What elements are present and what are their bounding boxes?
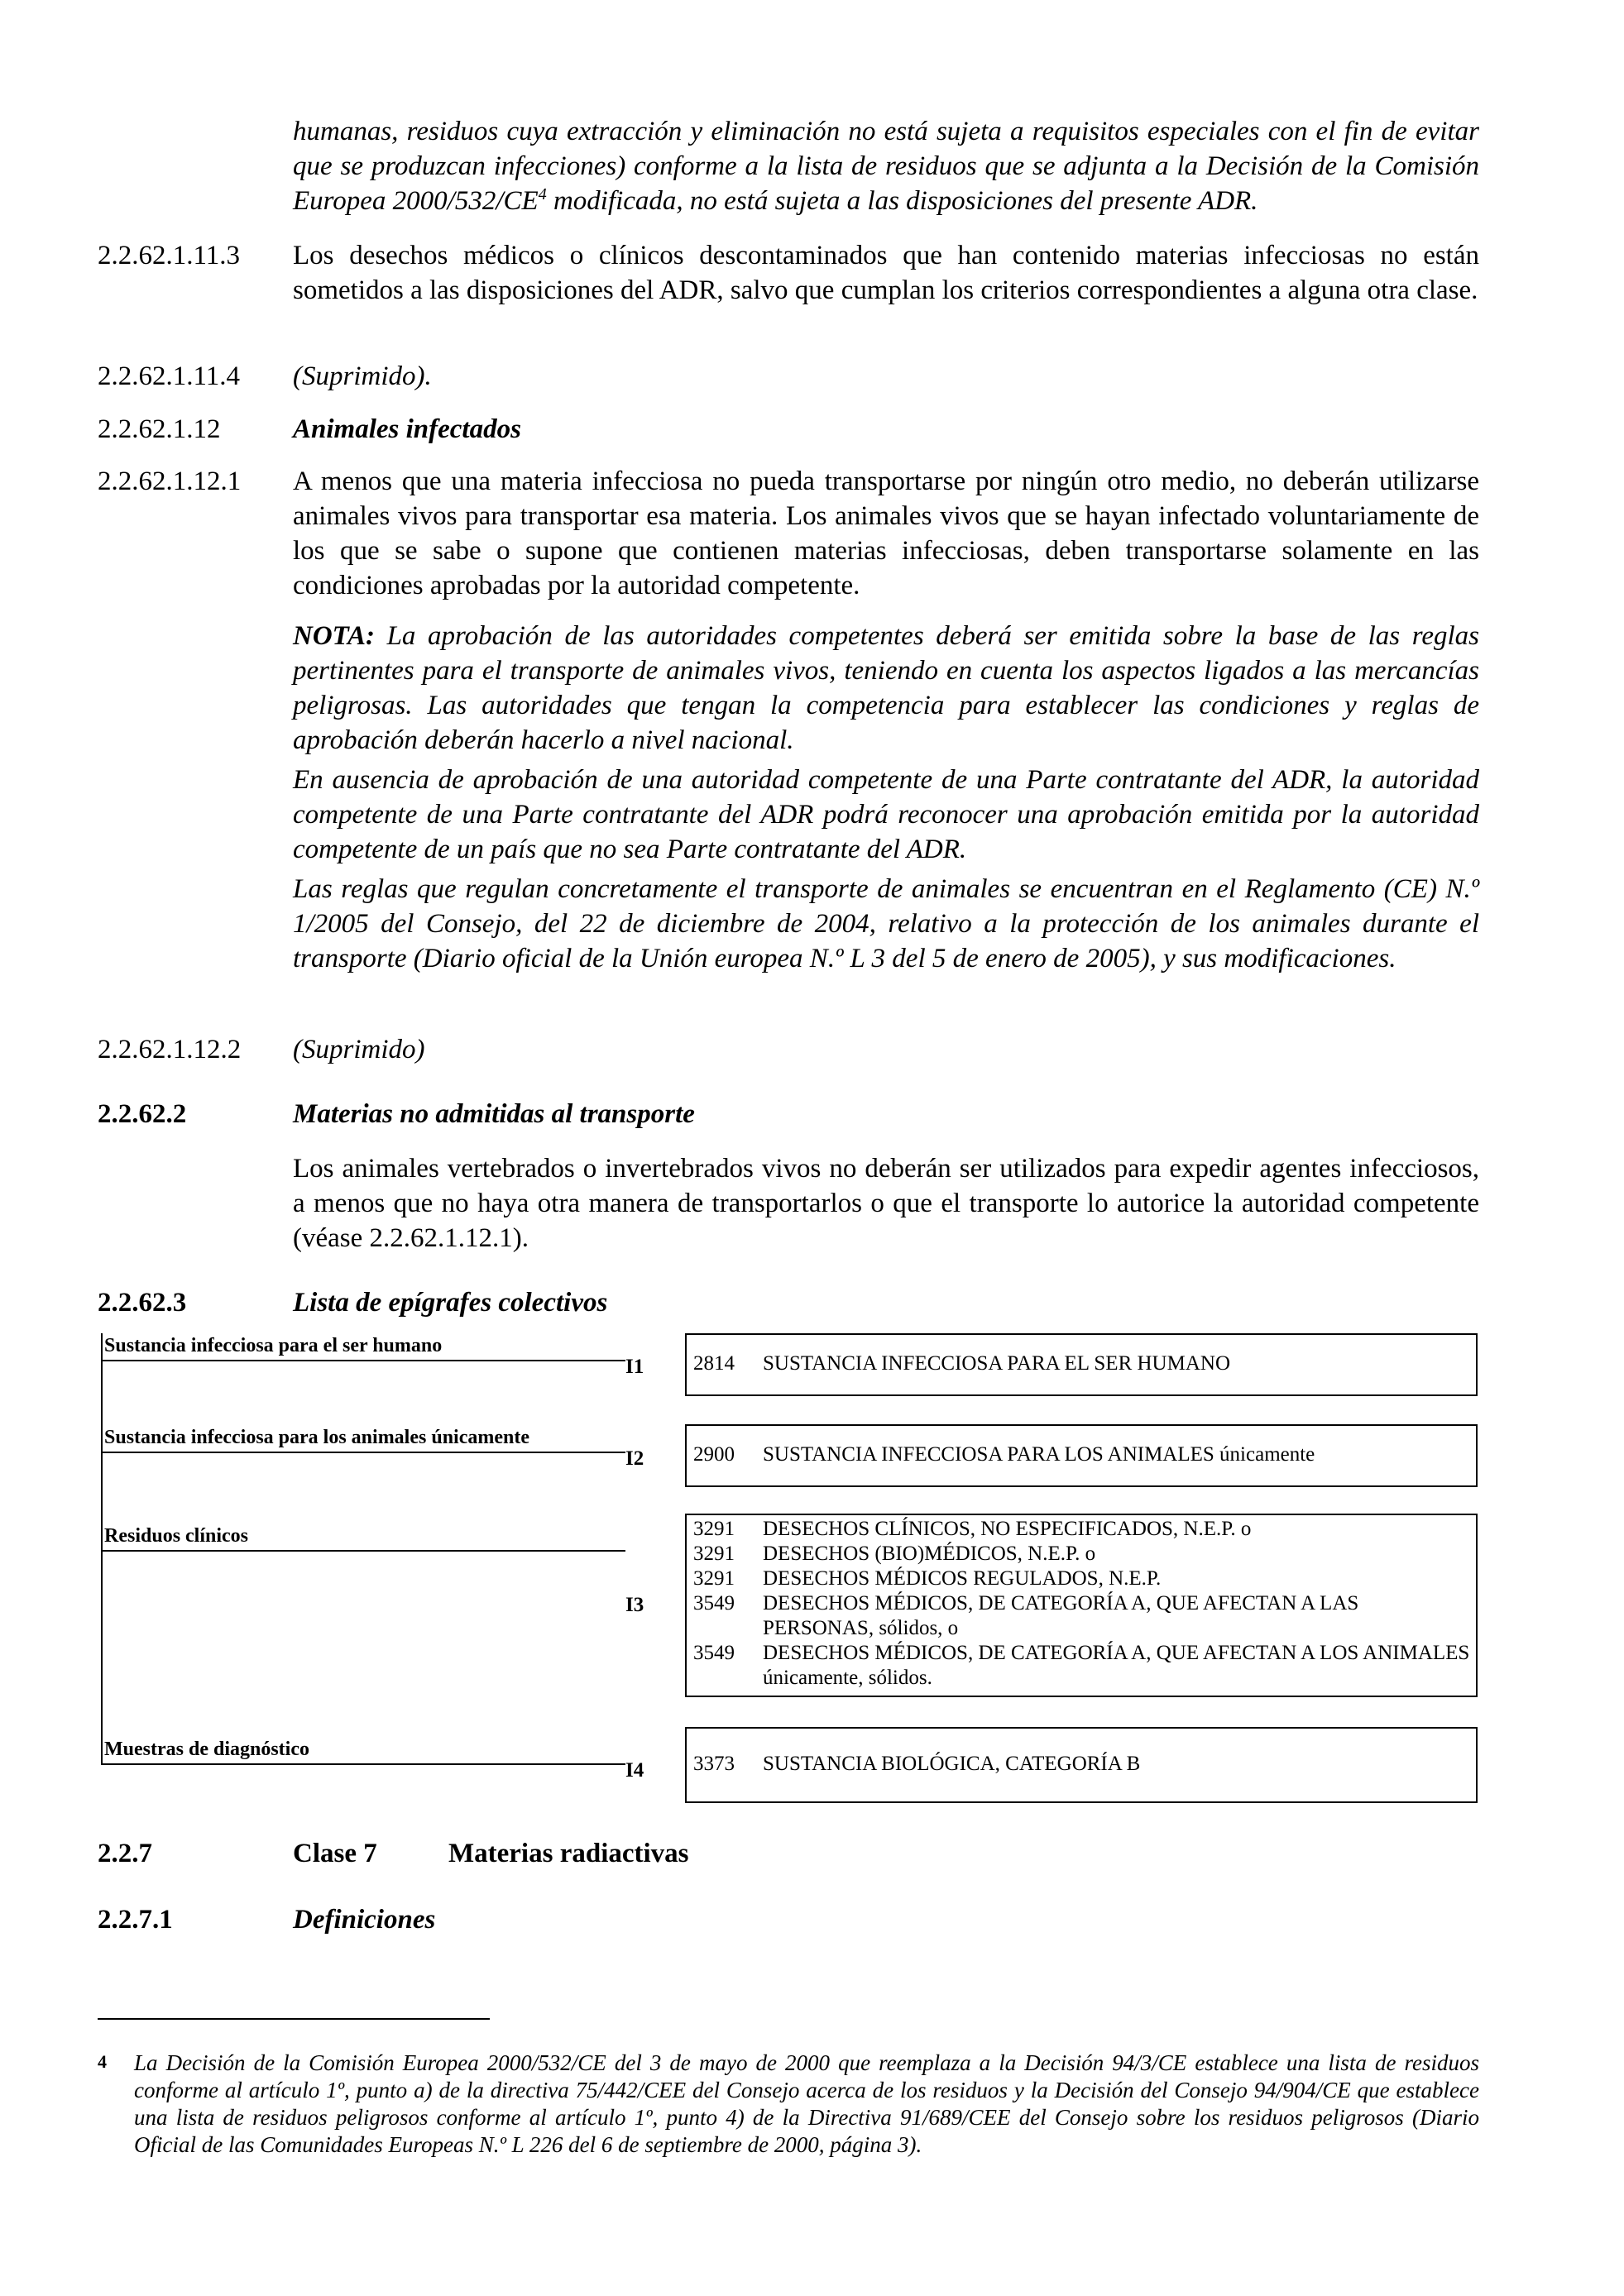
group-label: Sustancia infecciosa para los animales únicamente: [104, 1427, 529, 1448]
entry-name: SUSTANCIA INFECCIOSA PARA EL SER HUMANO: [763, 1352, 1231, 1375]
nota-paragraph-3: Las reglas que regulan concretamente el transporte de animales se encuentran en el Reglamento (CE) N.º 1/2005 del Consejo, del 22 de diciembre de 2004, relativo a la protección de los animales durante el transporte (Diario oficial de la Unión europea N.º L 3 del 5 de enero de 2005), y sus modificaciones.: [293, 874, 1479, 973]
group-code: I4: [625, 1759, 644, 1782]
heading-materias-no-admitidas: Materias no admitidas al transporte: [293, 1099, 695, 1129]
nota-paragraph-1: [293, 619, 1479, 758]
entries-box: [685, 1514, 1478, 1697]
intro-text: humanas, residuos cuya extracción y eliminación no está sujeta a requisitos especiales con el fin de evitar que se produzcan infecciones) conforme a la lista de residuos que se adjunta a la Decisión de la Comisión Europea 2000/532/CE: [293, 117, 1479, 216]
section-number: 2.2.62.1.11.3: [98, 241, 241, 270]
entry-name: SUSTANCIA INFECCIOSA PARA LOS ANIMALES únicamente: [763, 1443, 1315, 1466]
entries-box: [685, 1727, 1478, 1803]
paragraph-1121: A menos que una materia infecciosa no pueda transportarse por ningún otro medio, no deberán utilizarse animales vivos para transportar esa materia. Los animales vivos que se hayan infectado voluntariamente de los que se sabe o supone que contienen materias infecciosas, deben transportarse solamente en las condiciones aprobadas por la autoridad competente.: [293, 466, 1479, 600]
entry-name: SUSTANCIA BIOLÓGICA, CATEGORÍA B: [763, 1753, 1141, 1775]
group-label: Residuos clínicos: [104, 1525, 249, 1547]
un-number: 3291: [693, 1518, 735, 1540]
un-number: 3291: [693, 1567, 735, 1590]
group-code: I2: [625, 1447, 644, 1470]
group-rule: [101, 1763, 625, 1765]
heading-definiciones: Definiciones: [293, 1905, 436, 1935]
nota-label: NOTA:: [293, 621, 375, 651]
entry-name: DESECHOS (BIO)MÉDICOS, N.E.P. o: [763, 1543, 1096, 1565]
un-number: 3549: [693, 1642, 735, 1664]
section-number: 2.2.62.3: [98, 1288, 187, 1318]
group-label: Sustancia infecciosa para el ser humano: [104, 1335, 443, 1356]
section-number: 2.2.62.1.12.2: [98, 1035, 242, 1064]
un-number: 3291: [693, 1543, 735, 1565]
footnote-mark: 4: [98, 2051, 107, 2072]
table-left-rule: [101, 1333, 103, 1763]
group-rule: [101, 1360, 625, 1361]
intro-text-end: modificada, no está sujeta a las disposiciones del presente ADR.: [546, 186, 1258, 216]
paragraph-1122: (Suprimido): [293, 1035, 425, 1064]
un-number: 3549: [693, 1592, 735, 1614]
un-number: 3373: [693, 1753, 735, 1775]
entry-name: DESECHOS CLÍNICOS, NO ESPECIFICADOS, N.E.P. o: [763, 1518, 1252, 1540]
paragraph-1113: Los desechos médicos o clínicos descontaminados que han contenido materias infecciosas no están sometidos a las disposiciones del ADR, salvo que cumplan los criterios correspondientes a alguna otra clase.: [293, 241, 1479, 305]
un-number: 2900: [693, 1443, 735, 1466]
footnote-text: La Decisión de la Comisión Europea 2000/532/CE del 3 de mayo de 2000 que reemplaza a la Decisión 94/3/CE establece una lista de residuos conforme al artículo 1º, punto a) de la directiva 75/442/CEE del Consejo acerca de los residuos y la Decisión del Consejo 94/904/CE que establece una lista de residuos peligrosos conforme al artículo 1º, punto 4) de la Directiva 91/689/CEE del Consejo sobre los residuos peligrosos (Diario Oficial de las Comunidades Europeas N.º L 226 del 6 de septiembre de 2000, página 3).: [134, 2050, 1479, 2157]
intro-paragraph: [293, 114, 1479, 218]
heading-materias-radiactivas: Materias radiactivas: [448, 1839, 689, 1868]
nota-text: La aprobación de las autoridades competentes deberá ser emitida sobre la base de las reglas pertinentes para el transporte de animales vivos, teniendo en cuenta los aspectos ligados a las mercancías peligrosas. Las autoridades que tengan la competencia para establecer las condiciones y reglas de aprobación deberán hacerlo a nivel nacional.: [293, 621, 1479, 755]
paragraph-622: Los animales vertebrados o invertebrados vivos no deberán ser utilizados para expedir agentes infecciosos, a menos que no haya otra manera de transportarlos o que el transporte lo autorice la autoridad competente (véase 2.2.62.1.12.1).: [293, 1154, 1479, 1253]
group-label: Muestras de diagnóstico: [104, 1739, 309, 1760]
entry-name: DESECHOS MÉDICOS REGULADOS, N.E.P.: [763, 1567, 1162, 1590]
group-rule: [101, 1550, 625, 1552]
entry-name: DESECHOS MÉDICOS, DE CATEGORÍA A, QUE AFECTAN A LAS PERSONAS, sólidos, o: [763, 1592, 1359, 1639]
heading-lista-epigrafes: Lista de epígrafes colectivos: [293, 1288, 608, 1318]
footnote-ref[interactable]: 4: [538, 185, 547, 203]
section-number: 2.2.62.1.11.4: [98, 361, 241, 391]
section-number: 2.2.62.2: [98, 1099, 187, 1129]
group-code: I3: [625, 1594, 644, 1616]
section-number: 2.2.62.1.12.1: [98, 466, 242, 496]
section-number: 2.2.7.1: [98, 1905, 173, 1935]
footnote-rule: [98, 2018, 490, 2020]
entries-box: [685, 1333, 1478, 1396]
entries-box: [685, 1424, 1478, 1487]
heading-clase-7: Clase 7: [293, 1839, 377, 1868]
un-number: 2814: [693, 1352, 735, 1375]
group-code: I1: [625, 1356, 644, 1378]
heading-animales-infectados: Animales infectados: [293, 414, 521, 444]
section-number: 2.2.7: [98, 1839, 152, 1868]
section-number: 2.2.62.1.12: [98, 414, 221, 444]
group-rule: [101, 1452, 625, 1453]
entry-name: DESECHOS MÉDICOS, DE CATEGORÍA A, QUE AFECTAN A LOS ANIMALES únicamente, sólidos.: [763, 1642, 1470, 1689]
paragraph-1114: (Suprimido).: [293, 361, 432, 391]
nota-paragraph-2: En ausencia de aprobación de una autoridad competente de una Parte contratante del ADR, la autoridad competente de una Parte contratante del ADR podrá reconocer una aprobación emitida por la autoridad competente de un país que no sea Parte contratante del ADR.: [293, 765, 1479, 864]
